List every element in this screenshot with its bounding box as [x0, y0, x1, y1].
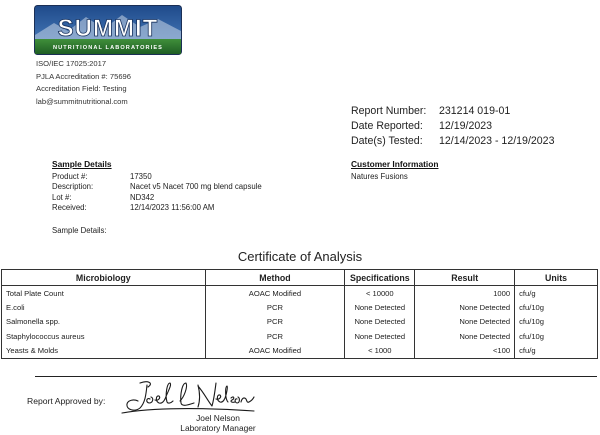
test-result: <100 [415, 344, 515, 359]
dates-tested-row [351, 134, 554, 149]
table-row [2, 315, 598, 329]
lot-value: ND342 [130, 192, 155, 202]
summit-logo [34, 5, 182, 55]
sample-details [52, 172, 262, 214]
lab-info [36, 58, 131, 108]
header-microbiology: Microbiology [2, 270, 206, 286]
logo-brand: SUMMIT [57, 15, 159, 42]
customer-name: Natures Fusions [351, 172, 408, 181]
received-value: 12/14/2023 11:56:00 AM [130, 203, 215, 213]
sample-details-title: Sample Details [52, 159, 112, 169]
logo-tagline: NUTRITIONAL LABORATORIES [53, 45, 163, 51]
description-value: Nacet v5 Nacet 700 mg blend capsule [130, 182, 262, 192]
product-label: Product #: [52, 172, 88, 181]
test-spec: < 10000 [345, 286, 415, 301]
sample-details-note: Sample Details: [52, 226, 107, 235]
report-info [351, 104, 554, 149]
product-row [52, 172, 262, 182]
table-row [2, 344, 598, 359]
table-row [2, 329, 598, 343]
header-units: Units [515, 270, 598, 286]
table-row [2, 286, 598, 301]
pjla-line: PJLA Accreditation #: 75696 [36, 71, 131, 81]
test-result: None Detected [415, 329, 515, 343]
test-units: cfu/g [515, 344, 598, 359]
test-name: Yeasts & Molds [2, 344, 206, 359]
date-reported-label: Date Reported: [351, 120, 423, 132]
lot-label: Lot #: [52, 192, 72, 202]
test-result: 1000 [415, 286, 515, 301]
handwritten-signature [118, 377, 258, 417]
test-units: cfu/10g [515, 315, 598, 329]
product-value: 17350 [130, 172, 152, 181]
test-name: Staphylococcus aureus [2, 329, 206, 343]
report-number: 231214 019-01 [439, 105, 511, 117]
test-method: PCR [205, 329, 345, 343]
test-name: E.coli [2, 300, 206, 314]
test-method: AOAC Modified [205, 286, 345, 301]
signer-name: Joel Nelson [196, 413, 240, 423]
test-spec: None Detected [345, 300, 415, 314]
accreditation-field: Accreditation Field: Testing [36, 84, 127, 93]
results-header-row [2, 270, 598, 286]
certificate-title: Certificate of Analysis [237, 249, 363, 264]
description-row [52, 182, 262, 192]
signer-block [143, 413, 293, 433]
test-units: cfu/10g [515, 329, 598, 343]
logo-graphic [34, 5, 182, 55]
header-result: Result [415, 270, 515, 286]
test-spec: None Detected [345, 315, 415, 329]
test-units: cfu/g [515, 286, 598, 301]
test-result: None Detected [415, 300, 515, 314]
table-row [2, 300, 598, 314]
date-reported-row [351, 119, 554, 134]
customer-info-title: Customer Information [351, 159, 439, 169]
test-spec: None Detected [345, 329, 415, 343]
test-method: AOAC Modified [205, 344, 345, 359]
iso-line: ISO/IEC 17025:2017 [36, 59, 107, 68]
received-row [52, 203, 262, 213]
test-name: Total Plate Count [2, 286, 206, 301]
report-number-row [351, 104, 554, 119]
dates-tested-label: Date(s) Tested: [351, 135, 423, 147]
dates-tested: 12/14/2023 - 12/19/2023 [439, 135, 555, 147]
test-spec: < 1000 [345, 344, 415, 359]
header-method: Method [205, 270, 345, 286]
signature [118, 377, 258, 417]
test-name: Salmonella spp. [2, 315, 206, 329]
received-label: Received: [52, 203, 87, 213]
lab-email: lab@summitnutritional.com [36, 96, 128, 106]
header-specifications: Specifications [345, 270, 415, 286]
test-result: None Detected [415, 315, 515, 329]
date-reported: 12/19/2023 [439, 120, 493, 132]
test-units: cfu/10g [515, 300, 598, 314]
test-method: PCR [205, 315, 345, 329]
results-table [1, 269, 598, 359]
signer-title: Laboratory Manager [180, 423, 256, 433]
approved-by-label: Report Approved by: [27, 396, 106, 406]
lot-row [52, 193, 262, 203]
report-number-label: Report Number: [351, 105, 427, 117]
description-label: Description: [52, 182, 94, 192]
test-method: PCR [205, 300, 345, 314]
